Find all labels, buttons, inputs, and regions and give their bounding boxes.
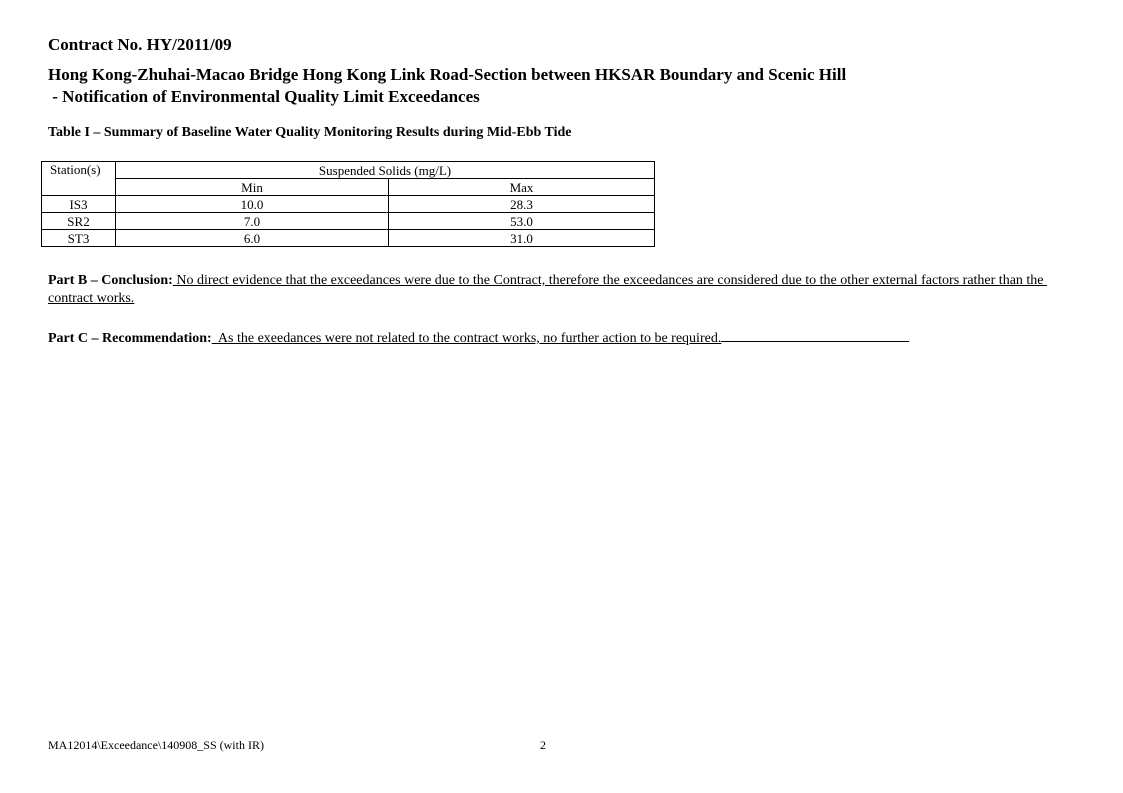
min-cell: 7.0 [116, 213, 389, 230]
contract-number: Contract No. HY/2011/09 [48, 35, 232, 54]
part-c-text: As the exeedances were not related to the contract works, no further action to be required. [211, 331, 722, 346]
table-row [42, 196, 655, 213]
table-subheader-row [42, 179, 655, 196]
suspended-solids-header: Suspended Solids (mg/L) [116, 162, 655, 179]
station-cell: SR2 [42, 213, 116, 230]
min-cell: 6.0 [116, 230, 389, 247]
min-column-header: Min [116, 179, 389, 196]
part-b-label: Part B – Conclusion: [48, 273, 173, 288]
table-row [42, 230, 655, 247]
max-cell: 28.3 [389, 196, 655, 213]
title-line-1: Hong Kong-Zhuhai-Macao Bridge Hong Kong Link Road-Section between HKSAR Boundary and Scenic Hill [48, 65, 847, 84]
max-column-header: Max [389, 179, 655, 196]
part-c-label: Part C – Recommendation: [48, 331, 212, 346]
station-cell: IS3 [42, 196, 116, 213]
table-caption: Table I – Summary of Baseline Water Quality Monitoring Results during Mid-Ebb Tide [48, 125, 572, 140]
max-cell: 53.0 [389, 213, 655, 230]
page-number: 2 [540, 738, 546, 752]
part-b-conclusion [48, 272, 1053, 308]
part-c-recommendation [48, 327, 1048, 348]
part-b-text: No direct evidence that the exceedances were due to the Contract, therefore the exceedances are considered due to the other external factors rather than the contract works. [48, 273, 1048, 306]
table-header-row [42, 162, 655, 179]
table-row [42, 213, 655, 230]
station-cell: ST3 [42, 230, 116, 247]
min-cell: 10.0 [116, 196, 389, 213]
footer-file-path: MA12014\Exceedance\140908_SS (with IR) [48, 738, 264, 752]
station-column-header: Station(s) [42, 162, 116, 196]
baseline-results-table [41, 161, 655, 247]
max-cell: 31.0 [389, 230, 655, 247]
document-title [48, 64, 846, 108]
blank-fill-line [721, 327, 909, 342]
title-line-2: - Notification of Environmental Quality Limit Exceedances [48, 87, 480, 106]
